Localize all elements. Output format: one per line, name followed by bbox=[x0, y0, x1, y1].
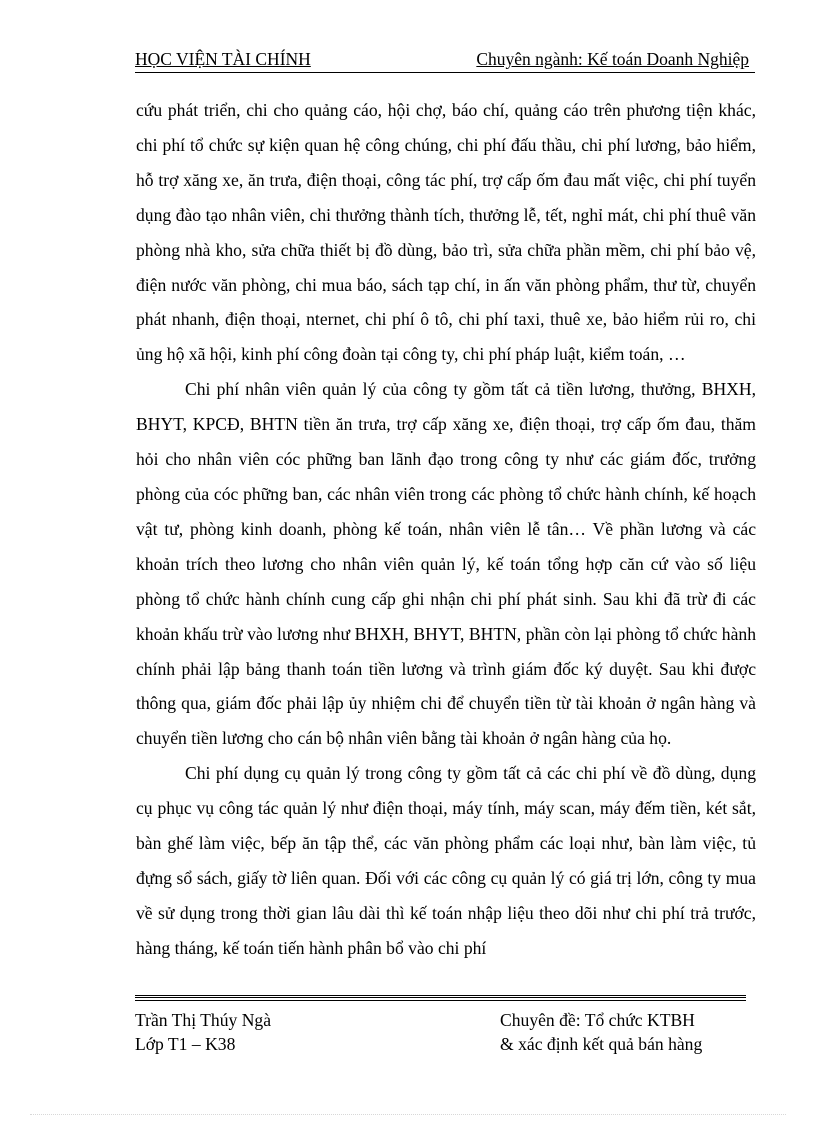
header-major: Chuyên ngành: Kế toán Doanh Nghiệp bbox=[476, 49, 749, 69]
footer-topic-line2: & xác định kết quả bán hàng bbox=[500, 1034, 703, 1054]
document-body bbox=[136, 93, 756, 966]
page-header bbox=[135, 47, 755, 75]
header-institution: HỌC VIỆN TÀI CHÍNH bbox=[135, 49, 311, 69]
footer-class: Lớp T1 – K38 bbox=[135, 1034, 236, 1054]
footer-rule bbox=[135, 995, 746, 1001]
paragraph-continued: cứu phát triển, chi cho quảng cáo, hội chợ, báo chí, quảng cáo trên phương tiện khác, chi phí tổ chức sự kiện quan hệ công chúng, chi phí đấu thầu, chi phí lương, bảo hiểm, hỗ trợ xăng xe, ăn trưa, điện thoại, công tác phí, trợ cấp ốm đau mất việc, chi phí tuyển dụng đào tạo nhân viên, chi thưởng thành tích, thưởng lễ, tết, nghỉ mát, chi phí thuê văn phòng nhà kho, sửa chữa thiết bị đồ dùng, bảo trì, sửa chữa phần mềm, chi phí bảo vệ, điện nước văn phòng, chi mua báo, sách tạp chí, in ấn văn phòng phẩm, thư từ, chuyển phát nhanh, điện thoại, nternet, chi phí ô tô, chi phí taxi, thuê xe, bảo hiểm rủi ro, chi ủng hộ xã hội, kinh phí công đoàn tại công ty, chi phí pháp luật, kiểm toán, … bbox=[136, 100, 756, 365]
footer-topic-line1: Chuyên đề: Tổ chức KTBH bbox=[500, 1010, 695, 1030]
header-rule bbox=[135, 72, 755, 73]
paragraph-tool-costs: Chi phí dụng cụ quản lý trong công ty gồm tất cả các chi phí về đồ dùng, dụng cụ phục vụ công tác quản lý như điện thoại, máy tính, máy scan, máy đếm tiền, két sắt, bàn ghế làm việc, bếp ăn tập thể, các văn phòng phẩm các loại như, bàn làm việc, tủ đựng sổ sách, giấy tờ liên quan. Đối với các công cụ quản lý có giá trị lớn, công ty mua về sử dụng trong thời gian lâu dài thì kế toán nhập liệu theo dõi như chi phí trả trước, hàng tháng, kế toán tiến hành phân bổ vào chi phí bbox=[136, 763, 756, 958]
page-bottom-border bbox=[30, 1114, 786, 1115]
paragraph-staff-costs: Chi phí nhân viên quản lý của công ty gồm tất cả tiền lương, thưởng, BHXH, BHYT, KPCĐ, BHTN tiền ăn trưa, trợ cấp xăng xe, điện thoại, trợ cấp ốm đau, thăm hỏi cho nhân viên cóc phững ban lãnh đạo trong công ty như các giám đốc, trưởng phòng của cóc phững ban, các nhân viên trong các phòng tổ chức hành chính, kế hoạch vật tư, phòng kinh doanh, phòng kế toán, nhân viên lễ tân… Về phần lương và các khoản trích theo lương cho nhân viên quản lý, kế toán tổng hợp căn cứ vào số liệu phòng tổ chức hành chính cung cấp ghi nhận chi phí phát sinh. Sau khi đã trừ đi các khoản khấu trừ vào lương như BHXH, BHYT, BHTN, phần còn lại phòng tổ chức hành chính phải lập bảng thanh toán tiền lương và trình giám đốc ký duyệt. Sau khi được thông qua, giám đốc phải lập ủy nhiệm chi để chuyển tiền từ tài khoản ở ngân hàng và chuyển tiền lương cho cán bộ nhân viên bằng tài khoản ở ngân hàng của họ. bbox=[136, 379, 756, 749]
footer-author: Trần Thị Thúy Ngà bbox=[135, 1010, 272, 1030]
